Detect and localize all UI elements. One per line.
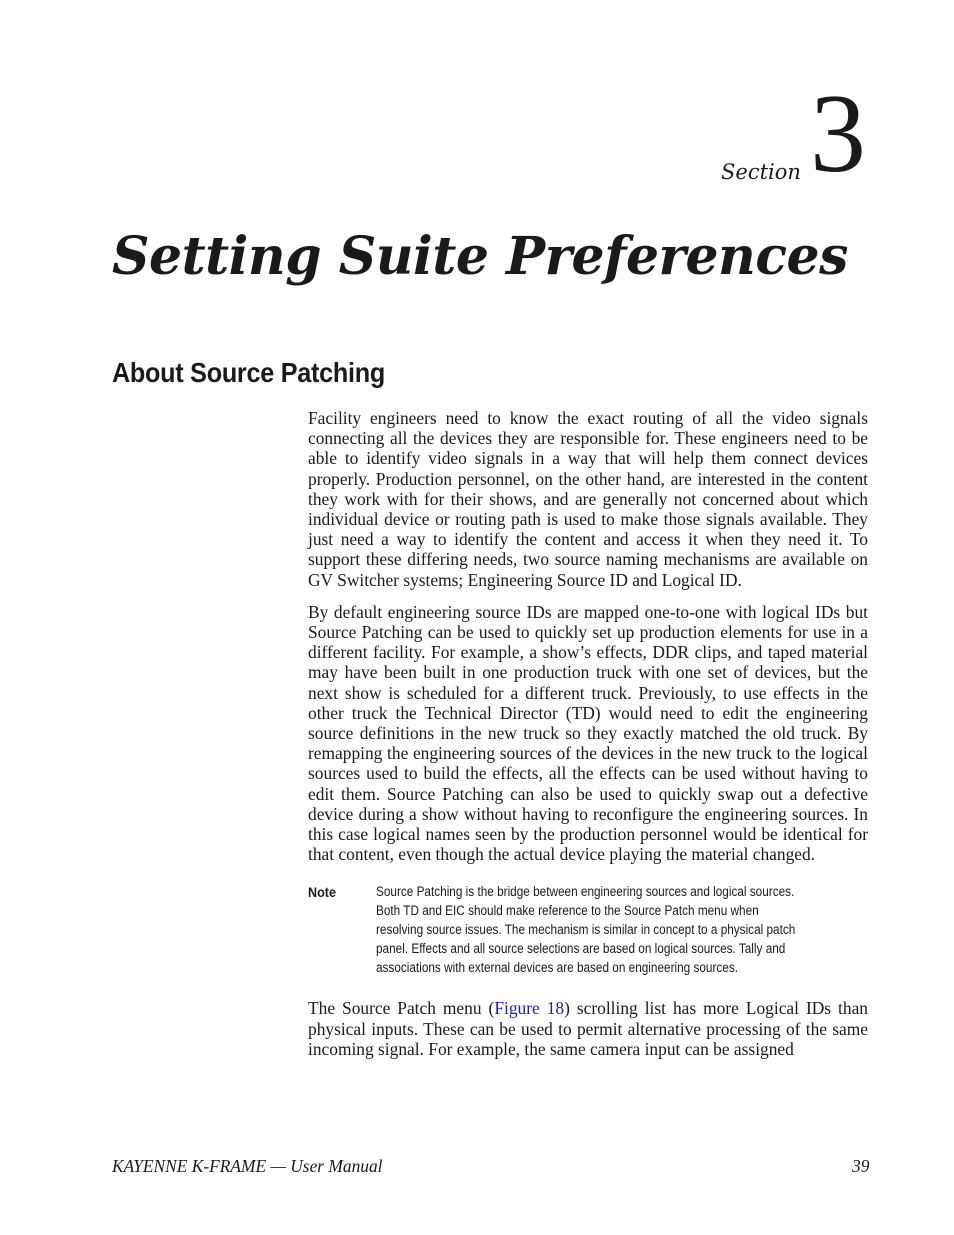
section-number: 3 xyxy=(810,72,866,196)
paragraph-intro: Facility engineers need to know the exact routing of all the video signals connecting all the devices they are responsible for. These engineers need to be able to identify video signals in a way that will help them connect devices properly. Production personnel, on the other hand, are interested in the content they work with for their shows, and are generally not concerned about which individual device or routing path is used to make those signals available. They just need a way to identify the content and access it when they need it. To support these differing needs, two source naming mechanisms are available on GV Switcher systems; Engineering Source ID and Logical ID. xyxy=(308,408,868,590)
figure-18-link[interactable]: Figure 18 xyxy=(494,998,565,1019)
paragraph-text-after-link: ) scrolling list has more Logical IDs than physical inputs. These can be used to permit alternative processing of the same incoming signal. For example, the same camera input can be assigned xyxy=(308,998,868,1059)
footer-manual-title: KAYENNE K-FRAME — User Manual xyxy=(112,1156,383,1176)
paragraph-source-patch-menu xyxy=(308,998,868,1059)
section-heading: About Source Patching xyxy=(112,357,385,388)
section-label: Section xyxy=(721,160,801,184)
note-block xyxy=(308,883,868,977)
paragraph-default-mapping: By default engineering source IDs are mapped one-to-one with logical IDs but Source Patching can be used to quickly set up production elements for use in a different facility. For example, a show’s effects, DDR clips, and taped material may have been built in one production truck with one set of devices, but the next show is scheduled for a different truck. Previously, to use effects in the other truck the Technical Director (TD) would need to edit the engineering source definitions in the new truck so they exactly matched the old truck. By remapping the engineering sources of the devices in the new truck to the logical sources used to build the effects, all the effects can be used without having to edit them. Source Patching can also be used to quickly swap out a defective device during a show without having to reconfigure the engineering sources. In this case logical names seen by the production personnel would be identical for that content, even though the actual device playing the material changed. xyxy=(308,601,868,865)
chapter-title: Setting Suite Preferences xyxy=(112,226,848,287)
body-column xyxy=(308,408,868,1071)
footer-page-number: 39 xyxy=(852,1156,870,1176)
paragraph-text-before-link: The Source Patch menu ( xyxy=(308,998,495,1019)
note-label: Note xyxy=(308,884,337,901)
note-text: Source Patching is the bridge between engineering sources and logical sources. Both TD and EIC should make reference to the Source Patch menu when resolving source issues. The mechanism is similar in concept to a physical patch panel. Effects and all source selections are based on logical sources. Tally and associations with external devices are based on engineering sources. xyxy=(376,884,796,976)
